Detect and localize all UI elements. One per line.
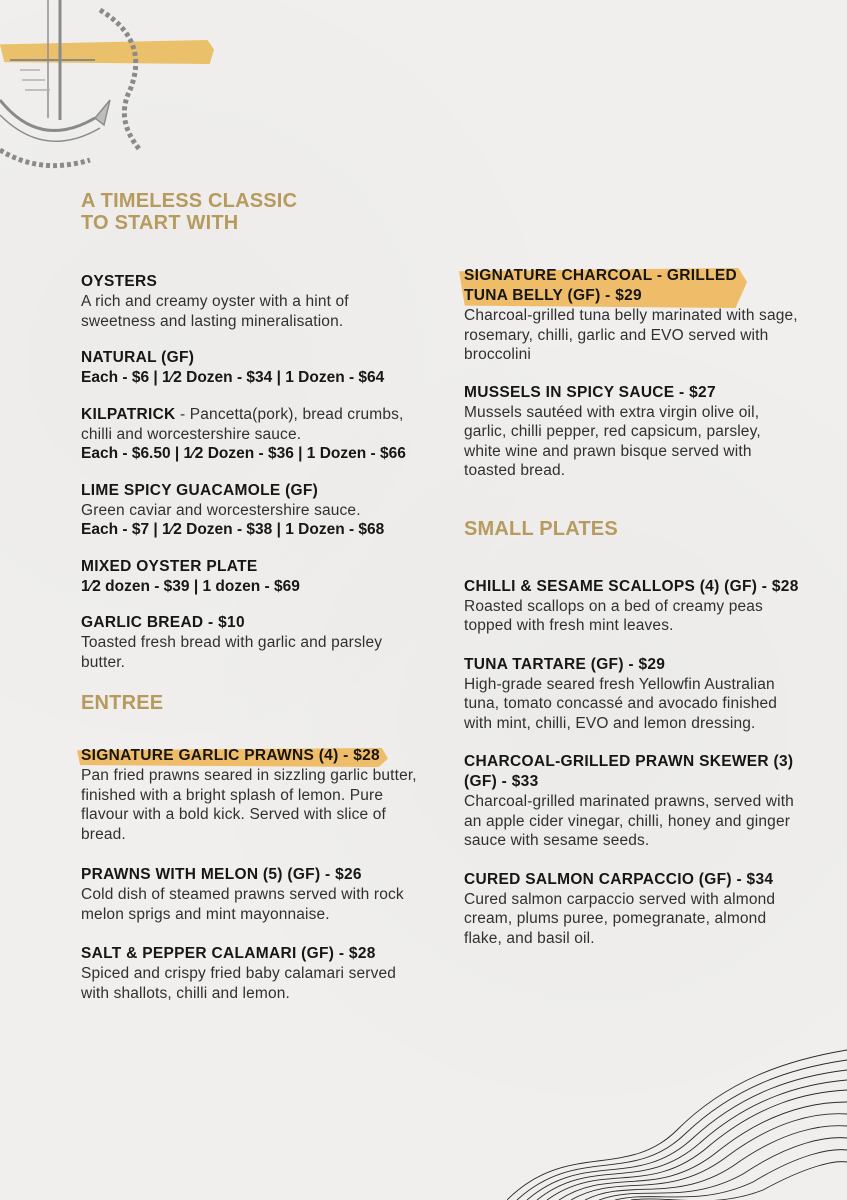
item-name: GARLIC BREAD - $10 <box>81 614 245 631</box>
item-description: High-grade seared fresh Yellowfin Australian tuna, tomato concassé and avocado finished with mint, chilli, EVO and lemon dressing. <box>464 675 778 732</box>
item-description: Green caviar and worcestershire sauce. <box>81 501 361 519</box>
item-description: Cold dish of steamed prawns served with rock melon sprigs and mint mayonnaise. <box>81 886 404 923</box>
menu-item-mixed-oyster-plate <box>81 557 426 597</box>
menu-item-garlic-prawns <box>81 746 426 844</box>
menu-item-salmon-carpaccio <box>464 870 799 949</box>
item-description: Cured salmon carpaccio served with almond cream, plums puree, pomegranate, almond flake, and basil oil. <box>464 890 776 947</box>
section-title-small-plates: SMALL PLATES <box>464 517 618 540</box>
item-description: - Pancetta(pork), bread crumbs, chilli and worcestershire sauce. <box>81 405 404 443</box>
menu-item-tuna-tartare <box>464 655 799 734</box>
item-name: SALT & PEPPER CALAMARI (GF) - $28 <box>81 945 376 962</box>
item-name: CHARCOAL-GRILLED PRAWN SKEWER (3) (GF) - $33 <box>464 753 794 790</box>
item-name: OYSTERS <box>81 273 158 290</box>
menu-item-scallops <box>464 577 799 636</box>
right-column <box>464 266 799 948</box>
item-name: CHILLI & SESAME SCALLOPS (4) (GF) - $28 <box>464 577 799 595</box>
menu-item-prawn-skewer <box>464 752 799 851</box>
item-description: Pan fried prawns seared in sizzling garlic butter, finished with a bright splash of lemon. Pure flavour with a bold kick. Served with slice of bread. <box>81 767 417 843</box>
item-description: Toasted fresh bread with garlic and parsley butter. <box>81 634 383 671</box>
item-name: NATURAL (GF) <box>81 349 195 366</box>
item-description: Charcoal-grilled tuna belly marinated with sage, rosemary, chilli, garlic and EVO served with broccolini <box>464 307 798 363</box>
item-description: Charcoal-grilled marinated prawns, served with an apple cider vinegar, chilli, honey and ginger sauce with sesame seeds. <box>464 793 794 849</box>
item-name: KILPATRICK <box>81 405 176 423</box>
menu-item-mussels <box>464 383 799 481</box>
anchor-icon <box>0 0 160 175</box>
menu-item-kilpatrick <box>81 405 426 464</box>
item-name: PRAWNS WITH MELON (5) (GF) - $26 <box>81 866 362 883</box>
item-price: Each - $6.50 | 1⁄2 Dozen - $36 | 1 Dozen - $66 <box>81 445 406 462</box>
item-price: 1⁄2 dozen - $39 | 1 dozen - $69 <box>81 577 300 595</box>
menu-item-prawns-melon <box>81 865 426 924</box>
menu-item-natural <box>81 348 426 388</box>
item-description: Spiced and crispy fried baby calamari served with shallots, chilli and lemon. <box>81 965 397 1002</box>
item-name: LIME SPICY GUACAMOLE (GF) <box>81 481 319 499</box>
item-price: Each - $7 | 1⁄2 Dozen - $38 | 1 Dozen - $68 <box>81 521 385 538</box>
item-description: A rich and creamy oyster with a hint of sweetness and lasting mineralisation. <box>81 293 349 330</box>
item-name-highlighted: SIGNATURE CHARCOAL - GRILLED TUNA BELLY (GF) - $29 <box>464 267 738 304</box>
menu-item-garlic-bread <box>81 613 426 672</box>
item-description: Roasted scallops on a bed of creamy peas topped with fresh mint leaves. <box>464 597 763 634</box>
wave-lines-icon <box>507 1020 847 1200</box>
menu-item-oysters <box>81 272 426 331</box>
item-name: TUNA TARTARE (GF) - $29 <box>464 655 666 673</box>
item-name-highlighted: SIGNATURE GARLIC PRAWNS (4) - $28 <box>81 747 380 764</box>
item-description: Mussels sautéed with extra virgin olive oil, garlic, chilli pepper, red capsicum, parsley, white wine and prawn bisque served with toasted bread. <box>464 403 761 479</box>
section-title-entree: ENTREE <box>81 692 164 714</box>
menu-item-calamari <box>81 944 426 1003</box>
menu-item-tuna-belly <box>464 266 799 365</box>
menu-item-guacamole <box>81 481 426 540</box>
item-name: CURED SALMON CARPACCIO (GF) - $34 <box>464 870 774 888</box>
item-name: MIXED OYSTER PLATE <box>81 557 258 575</box>
item-name: MUSSELS IN SPICY SAUCE - $27 <box>464 383 716 401</box>
left-column <box>81 190 426 1003</box>
item-price: Each - $6 | 1⁄2 Dozen - $34 | 1 Dozen - $64 <box>81 369 385 386</box>
section-title-start: A TIMELESS CLASSIC TO START WITH <box>81 190 298 234</box>
